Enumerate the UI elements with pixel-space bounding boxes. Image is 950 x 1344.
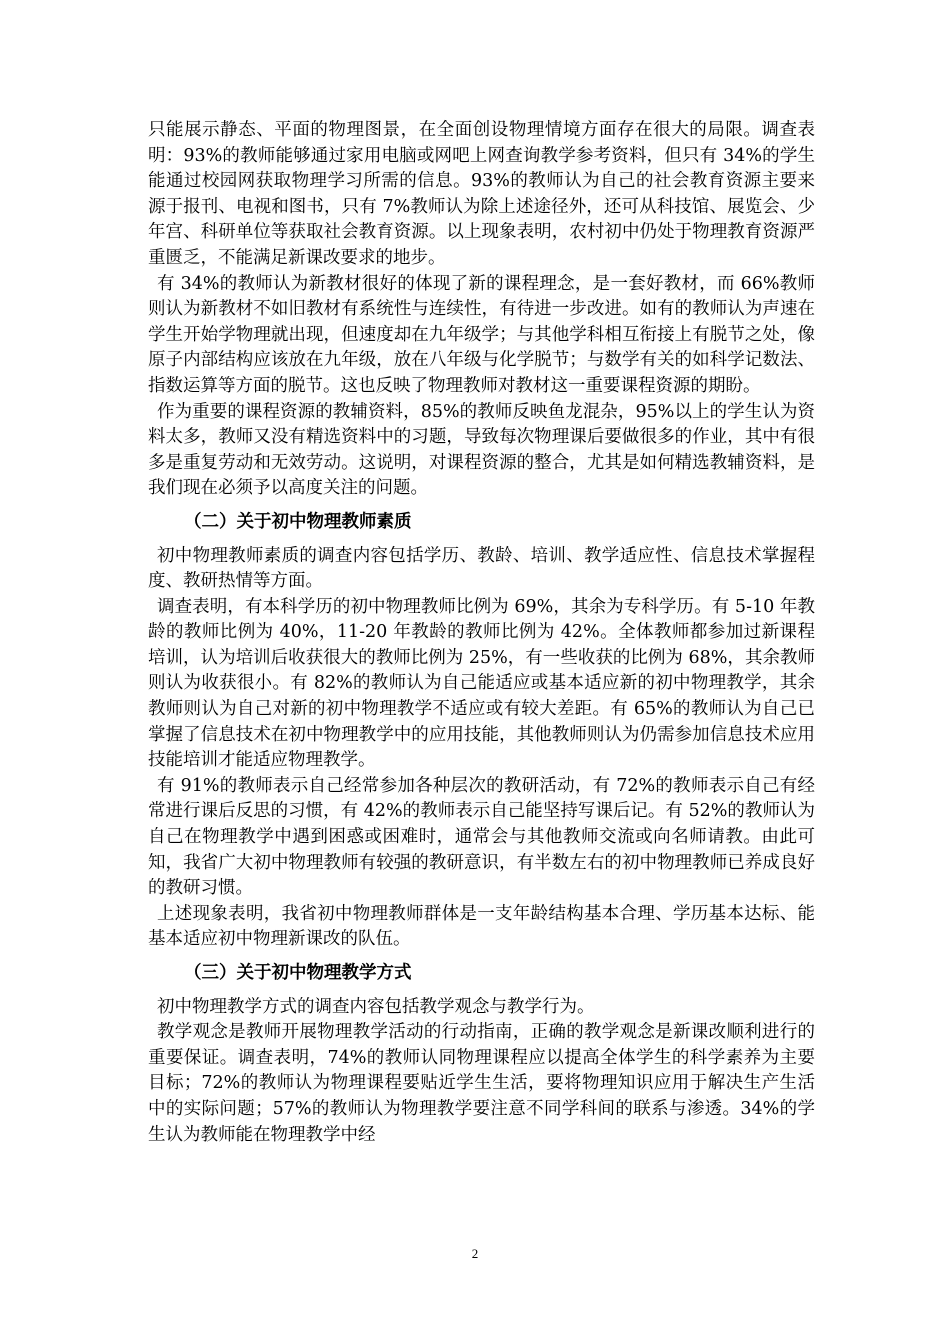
paragraph-teaching-research: 有 91%的教师表示自己经常参加各种层次的教研活动，有 72%的教师表示自己有经常进行课后反思的习惯，有 42%的教师表示自己能坚持写课后记。有 52%的教师认为自己在物理教学中遇到困惑或困难时，通常会与其他教师交流或向名师请教。由此可知，我省广大初中物理教师有较强的教研意识，有半数左右的初中物理教师已养成良好的教研习惯。 bbox=[148, 775, 815, 899]
paragraph-teaching-concepts: 教学观念是教师开展物理教学活动的行动指南，正确的教学观念是新课改顺利进行的重要保证。调查表明，74%的教师认同物理课程应以提高全体学生的科学素养为主要目标；72%的教师认为物理课程要贴近学生生活，要将物理知识应用于解决生产生活中的实际问题；57%的教师认为物理教学要注意不同学科间的联系与渗透。34%的学生认为教师能在物理教学中经 bbox=[148, 1022, 815, 1145]
paragraph-teaching-methods-scope: 初中物理教学方式的调查内容包括教学观念与教学行为。 bbox=[157, 996, 595, 1017]
paragraph-teacher-survey-results: 调查表明，有本科学历的初中物理教师比例为 69%，其余为专科学历。有 5-10 年教龄的教师比例为 40%，11-20 年教龄的教师比例为 42%。全体教师都参加过新课程培训，认为培训后收获很大的教师比例为 25%，有一些收获的比例为 68%，其余教师则认为收获很小。有 82%的教师认为自己能适应或基本适应新的初中物理教学，其余教师则认为自己对新的初中物理教学不适应或有较大差距。有 65%的教师认为自己已掌握了信息技术在初中物理教学中的应用技能，其他教师则认为仍需参加信息技术应用技能培训才能适应物理教学。 bbox=[148, 596, 815, 771]
body-text bbox=[148, 118, 815, 1148]
paragraph-teacher-conclusion: 上述现象表明，我省初中物理教师群体是一支年龄结构基本合理、学历基本达标、能基本适应初中物理新课改的队伍。 bbox=[148, 903, 815, 950]
paragraph-resources-limits: 只能展示静态、平面的物理图景，在全面创设物理情境方面存在很大的局限。调查表明：93%的教师能够通过家用电脑或网吧上网查询教学参考资料，但只有 34%的学生能通过校园网获取物理学习所需的信息。93%的教师认为自己的社会教育资源主要来源于报刊、电视和图书，只有 7%教师认为除上述途径外，还可从科技馆、展览会、少年宫、科研单位等获取社会教育资源。以上现象表明，农村初中仍处于物理教育资源严重匮乏，不能满足新课改要求的地步。 bbox=[148, 120, 815, 268]
paragraph-supplementary-materials: 作为重要的课程资源的教辅资料，85%的教师反映鱼龙混杂，95%以上的学生认为资料太多，教师又没有精选资料中的习题，导致每次物理课后要做很多的作业，其中有很多是重复劳动和无效劳动。这说明，对课程资源的整合，尤其是如何精选教辅资料，是我们现在必须予以高度关注的问题。 bbox=[148, 401, 815, 499]
paragraph-textbook-opinion: 有 34%的教师认为新教材很好的体现了新的课程理念，是一套好教材，而 66%教师则认为新教材不如旧教材有系统性与连续性，有待进一步改进。如有的教师认为声速在学生开始学物理就出现，但速度却在九年级学；与其他学科相互衔接上有脱节之处，像原子内部结构应该放在九年级，放在八年级与化学脱节；与数学有关的如科学记数法、指数运算等方面的脱节。这也反映了物理教师对教材这一重要课程资源的期盼。 bbox=[148, 273, 815, 396]
section-heading-teaching-methods: （三）关于初中物理教学方式 bbox=[184, 963, 412, 983]
paragraph-teacher-survey-scope: 初中物理教师素质的调查内容包括学历、教龄、培训、教学适应性、信息技术掌握程度、教研热情等方面。 bbox=[148, 545, 815, 592]
page-number: 2 bbox=[471, 1246, 479, 1261]
section-heading-teacher-quality: （二）关于初中物理教师素质 bbox=[184, 511, 412, 532]
